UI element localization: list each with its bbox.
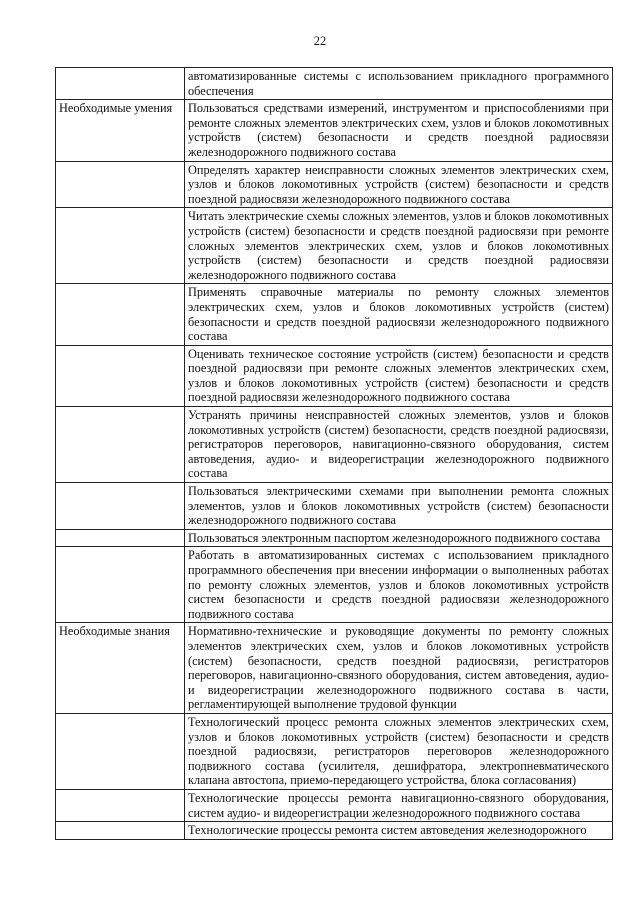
row-text: Определять характер неисправности сложных элементов электрических схем, узлов и блоков локомотивных устройств (систем) безопасности и средств поездной радиосвязи железнодорожного подвижного состава — [185, 161, 613, 208]
row-text: Работать в автоматизированных системах с использованием прикладного программного обеспечения при внесении информации о выполненных работах по ремонту сложных элементов, узлов и блоков локомотивных устройств систем безопасности и средств поездной радиосвязи железнодорожного подвижного состава — [185, 547, 613, 623]
row-text: Читать электрические схемы сложных элементов, узлов и блоков локомотивных устройств (систем) безопасности и средств поездной радиосвязи при ремонте сложных элементов электрических схем, узлов и блоков локомотивных устройств (систем) безопасности и средств поездной радиосвязи железнодорожного подвижного состава — [185, 208, 613, 284]
row-text: Пользоваться средствами измерений, инструментом и приспособлениями при ремонте сложных элементов электрических схем, узлов и блоков локомотивных устройств (систем) безопасности и средств поездной радиосвязи железнодорожного подвижного состава — [185, 100, 613, 161]
row-label — [56, 822, 185, 840]
table-row — [56, 713, 613, 789]
table-row — [56, 623, 613, 714]
row-label — [56, 208, 185, 284]
row-label — [56, 483, 185, 530]
table-row — [56, 284, 613, 345]
row-text: Применять справочные материалы по ремонту сложных элементов электрических схем, узлов и блоков локомотивных устройств (систем) безопасности и средств поездной радиосвязи железнодорожного подвижного состава — [185, 284, 613, 345]
row-text: Устранять причины неисправностей сложных элементов, узлов и блоков локомотивных устройств (систем) безопасности, средств поездной радиосвязи, регистраторов переговоров, навигационно-связного оборудования, систем автоведения, аудио- и видеорегистрации железнодорожного подвижного состава — [185, 407, 613, 483]
row-text: Пользоваться электрическими схемами при выполнении ремонта сложных элементов, узлов и блоков локомотивных устройств (систем) безопасности железнодорожного подвижного состава — [185, 483, 613, 530]
table-row — [56, 68, 613, 100]
table-row — [56, 407, 613, 483]
row-label — [56, 407, 185, 483]
row-label — [56, 529, 185, 547]
table-row — [56, 100, 613, 161]
row-label — [56, 713, 185, 789]
row-text: автоматизированные системы с использованием прикладного программного обеспечения — [185, 68, 613, 100]
row-label — [56, 68, 185, 100]
row-text: Технологический процесс ремонта сложных элементов электрических схем, узлов и блоков локомотивных устройств (систем) безопасности и средств поездной радиосвязи, регистраторов переговоров железнодорожного подвижного состава (усилителя, дешифратора, электропневматического клапана автостопа, приемо-передающего устройства, блока согласования) — [185, 713, 613, 789]
table-row — [56, 483, 613, 530]
table-row — [56, 547, 613, 623]
row-label — [56, 345, 185, 406]
table-row — [56, 822, 613, 840]
requirements-table — [55, 67, 613, 840]
row-label — [56, 284, 185, 345]
table-row — [56, 529, 613, 547]
row-label — [56, 161, 185, 208]
table-row — [56, 789, 613, 821]
row-text: Технологические процессы ремонта систем автоведения железнодорожного — [185, 822, 613, 840]
table-row — [56, 345, 613, 406]
row-text: Нормативно-технические и руководящие документы по ремонту сложных элементов электрических схем, узлов и блоков локомотивных устройств (систем) безопасности, средств поездной радиосвязи, регистраторов переговоров, навигационно-связного оборудования, систем автоведения, аудио- и видеорегистрации железнодорожного подвижного состава в части, регламентирующей выполнение трудовой функции — [185, 623, 613, 714]
table-row — [56, 208, 613, 284]
row-text: Технологические процессы ремонта навигационно-связного оборудования, систем аудио- и видеорегистрации железнодорожного подвижного состава — [185, 789, 613, 821]
table-row — [56, 161, 613, 208]
section-label-knowledge: Необходимые знания — [56, 623, 185, 714]
section-label-skills: Необходимые умения — [56, 100, 185, 161]
row-text: Пользоваться электронным паспортом железнодорожного подвижного состава — [185, 529, 613, 547]
row-text: Оценивать техническое состояние устройств (систем) безопасности и средств поездной радиосвязи при ремонте сложных элементов электрических схем, узлов и блоков локомотивных устройств (систем) безопасности и средств поездной радиосвязи железнодорожного подвижного состава — [185, 345, 613, 406]
page-number: 22 — [313, 34, 327, 48]
row-label — [56, 547, 185, 623]
row-label — [56, 789, 185, 821]
